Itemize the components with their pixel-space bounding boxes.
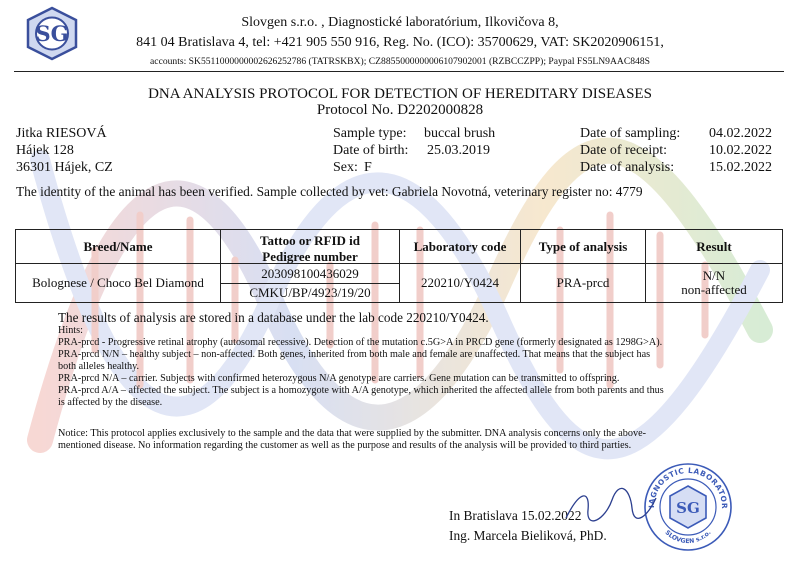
table-row <box>16 264 783 284</box>
stamp-center-letters: SG <box>676 499 700 517</box>
stamp-ring-text: IAGNOSTIC LABORATOR <box>646 465 730 509</box>
header-line-3: accounts: SK5511000000002626252786 (TATRSKBX); CZ8855000000006107902001 (RZBCCZPP); Paypal FS5LN9AAC848S <box>150 56 650 67</box>
logo-letters: SG <box>35 21 69 46</box>
hint-nn-continued: both alleles healthy. <box>58 361 140 372</box>
header-line-2: 841 04 Bratislava 4, tel: +421 905 550 916, Reg. No. (ICO): 35700629, VAT: SK2020906151, <box>136 35 664 50</box>
sample-type-label: Sample type: <box>333 126 407 141</box>
col-result: Result <box>646 230 783 264</box>
analysis-date-label: Date of analysis: <box>580 160 675 175</box>
database-note: The results of analysis are stored in a database under the lab code 220210/Y0424. <box>58 310 489 325</box>
hint-aa: PRA-prcd A/A – affected the subject. The subject is a homozygote with A/A genotype, which inherited the affected allele from both parents and thus <box>58 385 664 396</box>
col-pedigree-number: Pedigree number <box>221 250 400 264</box>
owner-name: Jitka RIESOVÁ <box>16 126 107 141</box>
hint-nn: PRA-prcd N/N – healthy subject – non-affected. Both genes, inherited from both male and female are unaffected. That means that the subject has <box>58 349 651 360</box>
document-title: DNA ANALYSIS PROTOCOL FOR DETECTION OF HEREDITARY DISEASES <box>148 86 652 102</box>
col-tattoo-rfid <box>221 230 400 251</box>
header-divider <box>14 71 784 72</box>
stamp-bottom-text: SLOVGEN s.r.o. <box>663 529 713 546</box>
result-text: non-affected <box>681 282 747 297</box>
hint-disease-description: PRA-prcd - Progressive retinal atrophy (autosomal recessive). Detection of the mutation c.5G>A in PRCD gene (formerly designated as 1298G>A). <box>58 337 663 348</box>
cell-breed-name: Bolognese / Choco Bel Diamond <box>16 264 221 303</box>
hint-aa-continued: is affected by the disease. <box>58 397 163 408</box>
cell-rfid: 203098100436029 <box>221 264 400 284</box>
owner-street: Hájek 128 <box>16 143 74 158</box>
cell-lab-code: 220210/Y0424 <box>400 264 521 303</box>
header-line-1: Slovgen s.r.o. , Diagnostické laboratórium, Ilkovičova 8, <box>241 15 559 30</box>
col-tattoo-rfid-label: Tattoo or RFID id <box>259 233 361 248</box>
sampling-date-value: 04.02.2022 <box>709 126 772 141</box>
dob-label: Date of birth: <box>333 143 409 158</box>
svg-text:SLOVGEN s.r.o. <box>663 529 712 545</box>
notice-line-1: Notice: This protocol applies exclusively to the sample and the data that were supplied by the submitter. DNA analysis concerns only the above- <box>58 428 646 439</box>
cell-pedigree: CMKU/BP/4923/19/20 <box>221 283 400 303</box>
sex-label: Sex: <box>333 160 358 175</box>
col-analysis-type: Type of analysis <box>521 230 646 264</box>
hints-block <box>58 325 788 409</box>
owner-city: 36301 Hájek, CZ <box>16 160 113 175</box>
cell-analysis-type: PRA-prcd <box>521 264 646 303</box>
notice-block <box>58 428 788 452</box>
result-code: N/N <box>702 268 726 283</box>
hints-label: Hints: <box>58 325 83 336</box>
dob-value: 25.03.2019 <box>427 143 490 158</box>
analysis-date-value: 15.02.2022 <box>709 160 772 175</box>
receipt-date-value: 10.02.2022 <box>709 143 772 158</box>
protocol-number: Protocol No. D2202000828 <box>316 102 484 118</box>
hint-na: PRA-prcd N/A – carrier. Subjects with confirmed heterozygous N/A genotype are carriers. Gene mutation can be transmitted to offspring. <box>58 373 620 384</box>
identity-statement: The identity of the animal has been verified. Sample collected by vet: Gabriela Novotná, veterinary register no: 4779 <box>16 184 643 199</box>
receipt-date-label: Date of receipt: <box>580 143 668 158</box>
col-lab-code: Laboratory code <box>400 230 521 264</box>
sex-value: F <box>364 160 372 175</box>
notice-line-2: mentioned disease. No information regarding the customer as well as the purpose and results of the analysis will be provided to third parties. <box>58 440 632 451</box>
signature-name: Ing. Marcela Bieliková, PhD. <box>449 528 607 543</box>
handwritten-signature <box>560 480 660 530</box>
table-header-row <box>16 230 783 251</box>
sampling-date-label: Date of sampling: <box>580 126 681 141</box>
results-table <box>15 229 783 303</box>
sample-type-value: buccal brush <box>424 126 496 141</box>
col-breed-name: Breed/Name <box>16 230 221 264</box>
signature-place-date: In Bratislava 15.02.2022 <box>449 508 582 523</box>
cell-result <box>646 264 783 303</box>
